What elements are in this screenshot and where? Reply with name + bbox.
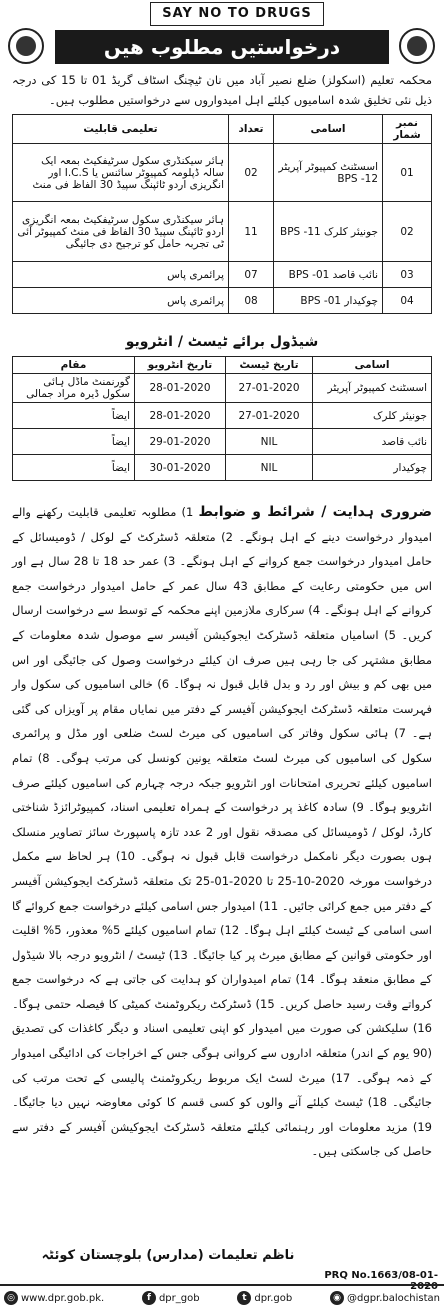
post-cell: نائب قاصد BPS -01 (274, 262, 383, 288)
serial-cell: 01 (383, 144, 432, 202)
schedule-table (12, 356, 432, 481)
intro-text: محکمہ تعلیم (اسکولز) ضلع نصیر آباد میں نان ٹیچنگ اسٹاف گریڈ 01 تا 15 کی درجہ ذیل نئی تخلیق شدہ اسامیوں کیلئے اہل امیدواروں سے درخواستیں مطلوب ہیں۔ (12, 73, 432, 107)
qualification-cell: پرائمری پاس (13, 288, 229, 314)
table-row (13, 403, 432, 429)
interview-date-cell: 30-01-2020 (135, 455, 226, 481)
prq-number: PRQ No.1663/08-01-2020 (324, 1270, 438, 1292)
table-row (13, 288, 432, 314)
interview-date-cell: 29-01-2020 (135, 429, 226, 455)
test-date-cell: NIL (226, 429, 313, 455)
table-header-row (13, 115, 432, 144)
post-cell: نائب قاصد (313, 429, 432, 455)
instagram-icon: ◉ (330, 1291, 344, 1305)
col-qualification: تعلیمی قابلیت (13, 115, 229, 144)
footer-website[interactable]: ◎ www.dpr.gob.pk. (4, 1291, 104, 1305)
schedule-title: شیڈول برائے ٹیسٹ / انٹرویو (125, 334, 319, 350)
col-serial: نمبر شمار (383, 115, 432, 144)
qualification-cell: پرائمری پاس (13, 262, 229, 288)
post-cell: اسسٹنٹ کمپیوٹر آپریٹر BPS -12 (274, 144, 383, 202)
police-logo-icon (8, 28, 44, 64)
footer-bar (0, 1284, 444, 1310)
serial-cell: 04 (383, 288, 432, 314)
footer-facebook[interactable]: f dpr_gob (142, 1291, 200, 1305)
interview-date-cell: 28-01-2020 (135, 403, 226, 429)
venue-cell: گورنمنٹ ماڈل ہائی سکول ڈیرہ مراد جمالی (13, 374, 135, 403)
col-venue: مقام (13, 357, 135, 374)
table-row (13, 202, 432, 262)
facebook-icon: f (142, 1291, 156, 1305)
footer-instagram[interactable]: ◉ @dgpr.balochistan (330, 1291, 440, 1305)
post-cell: چوکیدار (313, 455, 432, 481)
instructions-title: ضروری ہدایت / شرائط و ضوابط (198, 504, 433, 520)
instructions-block (12, 500, 432, 1164)
venue-cell: ایضاً (13, 429, 135, 455)
slogan-box: SAY NO TO DRUGS (150, 2, 324, 26)
count-cell: 02 (229, 144, 274, 202)
qualification-cell: ہائر سیکنڈری سکول سرٹیفکیٹ بمعہ انگریزی اردو ٹائپنگ سپیڈ 30 الفاظ فی منٹ کمپیوٹر آئی ٹی تجربہ حامل کو ترجیح دی جائیگی (13, 202, 229, 262)
banner-title: درخواستیں مطلوب ھیں (55, 30, 389, 64)
post-cell: جونیئر کلرک BPS -11 (274, 202, 383, 262)
col-post: اسامی (313, 357, 432, 374)
footer-twitter[interactable]: t dpr.gob (237, 1291, 292, 1305)
count-cell: 11 (229, 202, 274, 262)
col-interview-date: تاریخ انٹرویو (135, 357, 226, 374)
globe-icon: ◎ (4, 1291, 18, 1305)
table-row (13, 455, 432, 481)
serial-cell: 03 (383, 262, 432, 288)
table-row (13, 262, 432, 288)
count-cell: 07 (229, 262, 274, 288)
posts-table (12, 114, 432, 314)
venue-cell: ایضاً (13, 403, 135, 429)
instructions-text: 1) مطلوبہ تعلیمی قابلیت رکھنے والے امیدوار درخواست دینے کے اہل ہونگے۔ 2) متعلقہ ڈسٹرکٹ کے لوکل / ڈومیسائل کے حامل امیدوار درخواست جمع کروانے کے اہل ہونگے۔ 3) عمر حد 18 تا 28 سال ہے اور اس میں حکومتی رعایت کے مطابق 43 سال عمر کے حامل امیدوار درخواست جمع کروانے کے اہل ہونگے۔ 4) سرکاری ملازمین اپنے محکمہ کے توسط سے درخواست ارسال کریں۔ 5) اسامیاں متعلقہ ڈسٹرکٹ ایجوکیشن آفیسر سے موصول شدہ معلومات کے مطابق مشتہر کی جا رہی ہیں صرف ان کیلئے درخواست وصول کی جائیگی اور اس میں بھی کم و بیش اور رد و بدل قابل قبول نہ ہوگا۔ 6) خالی اسامیوں کی سکول وار فہرست متعلقہ ڈسٹرکٹ ایجوکیشن آفیسر کے دفتر میں نمایاں مقام پر آویزاں کی گئی ہے۔ 7) ہائی سکول وفاتر کی اسامیوں کی میرٹ لسٹ ضلعی اور مڈل و پرائمری سکول کی اسامیوں کی میرٹ لسٹ متعلقہ یونین کونسل کی مرتب ہوگی۔ 8) تمام اسامیوں کیلئے تحریری امتحانات اور انٹرویو جبکہ درجہ چہارم کی اسامیوں کیلئے صرف انٹرویو ہوگا۔ 9) سادہ کاغذ پر درخواست کے ہمراہ تعلیمی اسناد، کمپیوٹرائزڈ شناختی کارڈ، لوکل / ڈومیسائل کی مصدقہ نقول اور 2 عدد تازہ پاسپورٹ سائز تصاویر منسلک ہوں بصورت دیگر نامکمل درخواست قابل قبول نہ ہوگی۔ 10) ہر لحاظ سے مکمل درخواست مورخہ 2020-10-25 تا 2020-01-25 تک متعلقہ ڈسٹرکٹ ایجوکیشن آفیسر کے دفتر میں جمع کرائی جائیں۔ 11) امیدوار جس اسامی کیلئے درخواست جمع کروائے گا اسی اسامی کے ٹیسٹ کیلئے اہل ہوگا۔ 12) تمام اسامیوں کیلئے 5% معذور، 5% اقلیت اور حکومتی قوانین کے مطابق میرٹ پر کیا جائیگا۔ 13) ٹیسٹ / انٹرویو درجہ بالا شیڈول کے مطابق منعقد ہوگا۔ 14) تمام امیدواران کو ہدایت کی جاتی ہے کہ درخواست جمع کرواتے وقت رسید حاصل کریں۔ 15) ڈسٹرکٹ ریکروٹمنٹ کمیٹی کا فیصلہ حتمی ہوگا۔ 16) سلیکشن کی صورت میں امیدوار کو اپنی تعلیمی اسناد و دیگر کاغذات کی تصدیق (90 یوم کے اندر) متعلقہ اداروں سے کروانی ہوگی جس کے اخراجات کی ادائیگی امیدوار کے ذمہ ہوگی۔ 17) میرٹ لسٹ ایک مربوط ریکروٹمنٹ پالیسی کے تحت مرتب کی جائیگی۔ 18) ٹیسٹ کیلئے آنے والوں کو کسی قسم کا کوئی معاوضہ نہیں دیا جائیگا۔ 19) مزید معلومات اور رہنمائی کیلئے متعلقہ ڈسٹرکٹ ایجوکیشن آفیسر کے دفتر سے حاصل کی جاسکتی ہیں۔ (12, 505, 433, 1159)
post-cell: جونیئر کلرک (313, 403, 432, 429)
test-date-cell: NIL (226, 455, 313, 481)
interview-date-cell: 28-01-2020 (135, 374, 226, 403)
twitter-icon: t (237, 1291, 251, 1305)
table-row (13, 374, 432, 403)
test-date-cell: 27-01-2020 (226, 403, 313, 429)
post-cell: چوکیدار BPS -01 (274, 288, 383, 314)
table-row (13, 429, 432, 455)
serial-cell: 02 (383, 202, 432, 262)
col-test-date: تاریخ ٹیسٹ (226, 357, 313, 374)
test-date-cell: 27-01-2020 (226, 374, 313, 403)
table-row (13, 144, 432, 202)
col-post: اسامی (274, 115, 383, 144)
col-count: تعداد (229, 115, 274, 144)
qualification-cell: ہائر سیکنڈری سکول سرٹیفکیٹ بمعہ ایک سالہ ڈپلومہ کمپیوٹر سائنس یا I.C.S اور انگریزی اردو ٹائپنگ سپیڈ 30 الفاظ فی منٹ (13, 144, 229, 202)
signature: ناظم تعلیمات (مدارس) بلوچستان کوئٹہ (41, 1248, 295, 1263)
venue-cell: ایضاً (13, 455, 135, 481)
government-seal-icon (399, 28, 435, 64)
table-header-row (13, 357, 432, 374)
post-cell: اسسٹنٹ کمپیوٹر آپریٹر (313, 374, 432, 403)
count-cell: 08 (229, 288, 274, 314)
